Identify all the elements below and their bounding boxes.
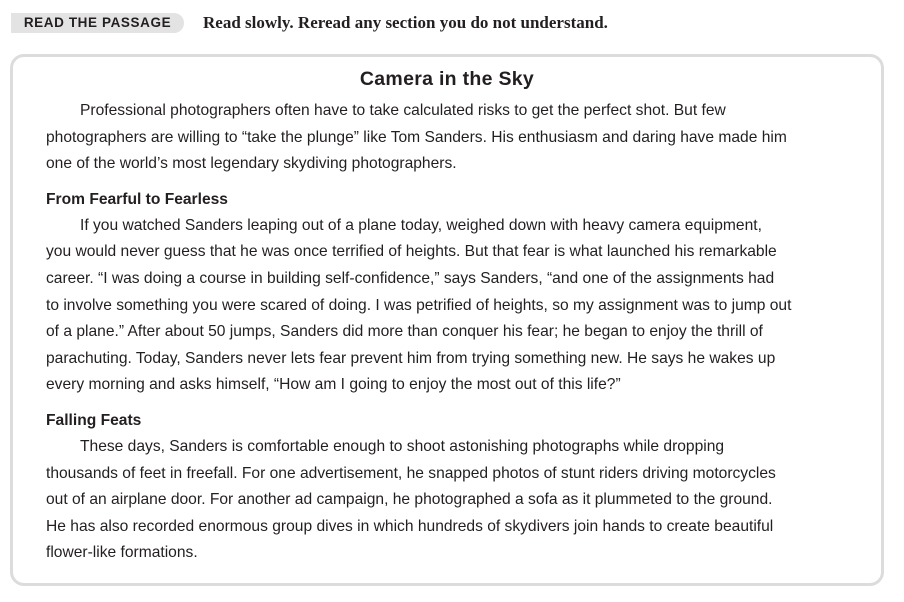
- instruction-text: Read slowly. Reread any section you do not understand.: [203, 13, 608, 32]
- text-line: parachuting. Today, Sanders never lets fear prevent him from trying something new. He says he wakes up: [46, 349, 776, 367]
- section-paragraph: [46, 434, 876, 567]
- section-heading: Falling Feats: [46, 411, 142, 429]
- text-line: one of the world’s most legendary skydiving photographers.: [46, 155, 457, 173]
- text-line: to involve something you were scared of doing. I was petrified of heights, so my assignment was to jump out: [46, 296, 792, 314]
- section-heading: From Fearful to Fearless: [46, 190, 228, 208]
- text-line: you would never guess that he was once terrified of heights. But that fear is what launched his remarkable: [46, 243, 777, 261]
- text-line: flower-like formations.: [46, 544, 198, 562]
- intro-paragraph: [46, 98, 876, 178]
- text-line: every morning and asks himself, “How am I going to enjoy the most out of this life?”: [46, 376, 621, 394]
- section-paragraph: [46, 213, 876, 399]
- text-line: career. “I was doing a course in building self-confidence,” says Sanders, “and one of the assignments had: [46, 269, 775, 287]
- read-the-passage-badge: READ THE PASSAGE: [11, 13, 184, 33]
- text-line: of a plane.” After about 50 jumps, Sanders did more than conquer his fear; he began to enjoy the thrill of: [46, 323, 763, 341]
- passage-title: Camera in the Sky: [359, 68, 535, 90]
- text-line: out of an airplane door. For another ad campaign, he photographed a sofa as it plummeted to the ground.: [46, 491, 773, 509]
- text-line: photographers are willing to “take the plunge” like Tom Sanders. His enthusiasm and daring have made him: [46, 128, 787, 146]
- passage-box: [10, 54, 884, 586]
- text-line: These days, Sanders is comfortable enough to shoot astonishing photographs while dropping: [80, 437, 725, 455]
- passage-content: [46, 98, 876, 567]
- text-line: thousands of feet in freefall. For one advertisement, he snapped photos of stunt riders driving motorcycles: [46, 464, 776, 482]
- text-line: Professional photographers often have to take calculated risks to get the perfect shot. But few: [80, 102, 726, 119]
- text-line: If you watched Sanders leaping out of a plane today, weighed down with heavy camera equipment,: [80, 216, 762, 234]
- text-line: He has also recorded enormous group dives in which hundreds of skydivers join hands to create beautiful: [46, 517, 774, 535]
